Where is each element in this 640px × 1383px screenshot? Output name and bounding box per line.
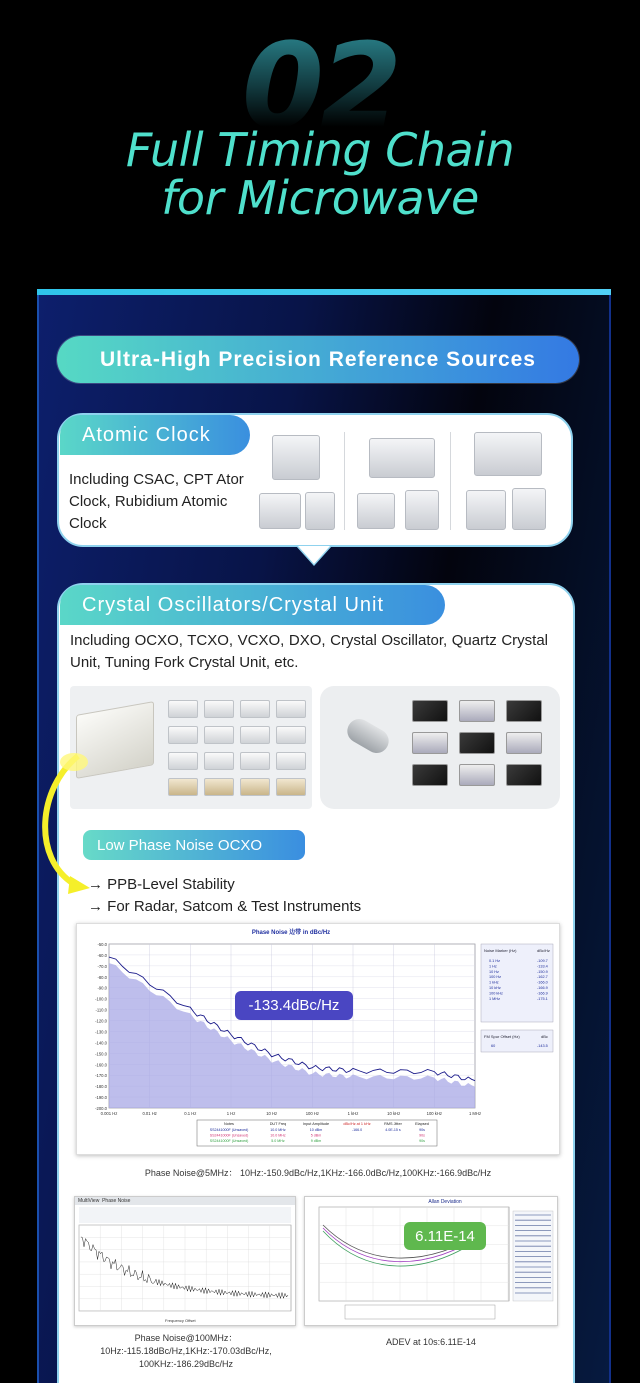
y-tick-label: -170.0: [95, 1073, 107, 1079]
analyzer-info-bar: [79, 1207, 291, 1223]
crystal-chip-thumbnail: [412, 764, 448, 786]
crystal-unit-image: [343, 715, 393, 758]
spur-value: -143.5: [537, 1044, 548, 1048]
x-tick-label: 10 kHz: [387, 1111, 401, 1116]
marker-offset: 1 Hz: [489, 964, 497, 969]
adev-caption: ADEV at 10s:6.11E-14: [386, 1337, 476, 1347]
spur-header: FM Spur Offset (Hz): [484, 1034, 520, 1039]
phase-noise-100mhz-plot: [75, 1197, 295, 1325]
table-cell: 10.0 MHz: [270, 1128, 286, 1132]
y-tick-label: -60.0: [97, 952, 107, 958]
table-cell: 9 dBm: [310, 1139, 322, 1143]
atomic-product-image: [405, 490, 439, 530]
table-header: Input Amplitude: [302, 1122, 330, 1126]
table-cell: 90s: [419, 1139, 425, 1143]
crystal-chip-thumbnail: [506, 732, 542, 754]
marker-value: -133.4: [537, 964, 548, 969]
phase-noise-plot: [77, 924, 561, 1156]
phase-noise-chart-100mhz: [74, 1196, 296, 1326]
y-tick-label: -150.0: [95, 1051, 107, 1057]
marker-offset: 100 kHz: [489, 991, 503, 996]
table-cell: SS2441000F (Unsaved): [209, 1128, 249, 1132]
marker-offset: 1 kHz: [489, 980, 499, 985]
table-cell: 4.0E-15 s: [385, 1128, 401, 1132]
table-header: DUT Freq: [269, 1122, 287, 1126]
phase-noise-chart-5mhz: [76, 923, 560, 1155]
table-cell: 10.0 MHz: [270, 1133, 286, 1138]
hero-title: [40, 123, 600, 225]
bullet-stability: → PPB-Level Stability: [88, 876, 235, 893]
y-tick-label: -100.0: [95, 996, 107, 1002]
y-tick-label: -70.0: [97, 963, 107, 969]
adev-plot: [305, 1197, 557, 1325]
table-cell: 5.0 MHz: [271, 1139, 285, 1143]
oscillator-thumbnail: [276, 726, 306, 744]
low-phase-noise-pill: Low Phase Noise OCXO: [83, 830, 305, 860]
crystal-chip-thumbnail: [459, 732, 495, 754]
hero-section: [0, 0, 640, 290]
hero-title-line1: Full Timing Chain: [125, 123, 515, 177]
adev-bottom-table: [345, 1305, 495, 1319]
adev-chart-title: Allan Deviation: [428, 1199, 462, 1205]
image-divider: [450, 432, 451, 530]
adev-chart: [304, 1196, 558, 1326]
oscillator-thumbnail: [240, 726, 270, 744]
oscillator-thumbnail: [240, 700, 270, 718]
x-tick-label: 0.01 Hz: [142, 1111, 157, 1116]
atomic-product-image: [272, 435, 320, 480]
table-cell: 90s: [419, 1133, 425, 1138]
atomic-product-image: [357, 493, 395, 529]
marker-header: Noise Marker (Hz): [484, 948, 517, 953]
marker-value: -166.9: [537, 986, 548, 990]
atomic-product-image: [369, 438, 435, 478]
oscillator-thumbnail: [276, 752, 306, 770]
marker-offset: 10 kHz: [489, 986, 501, 990]
crystal-chip-thumbnail: [506, 764, 542, 786]
crystal-chip-thumbnail: [459, 764, 495, 786]
phase-noise-caption-100mhz: Phase Noise@100MHz： 10Hz:-115.18dBc/Hz,1KHz:-170.03dBc/Hz, 100KHz:-186.29dBc/Hz: [100, 1333, 272, 1369]
oscillator-thumbnail: [276, 778, 306, 796]
marker-value: -150.9: [537, 969, 548, 974]
spur-offset: 60: [491, 1044, 496, 1048]
table-cell: 90s: [419, 1128, 425, 1132]
spur-header: dBc: [541, 1034, 548, 1039]
atomic-product-image: [474, 432, 542, 476]
table-cell: SS2441000F (Unsaved): [209, 1139, 249, 1143]
oscillator-thumbnail: [204, 726, 234, 744]
oscillator-thumbnail: [204, 752, 234, 770]
hero-title-line2: for Microwave: [161, 171, 479, 225]
marker-offset: 0.1 Hz: [489, 959, 500, 963]
marker-header: dBc/Hz: [537, 948, 550, 953]
marker-value: -162.7: [537, 975, 548, 980]
y-tick-label: -180.0: [95, 1084, 107, 1090]
atomic-product-image: [259, 493, 301, 529]
crystal-oscillator-tab: Crystal Oscillators/Crystal Unit: [60, 585, 445, 625]
y-tick-label: -80.0: [97, 974, 107, 980]
oscillator-thumbnail: [204, 778, 234, 796]
table-header: RMS Jitter: [384, 1122, 402, 1126]
marker-value: -166.0: [537, 980, 548, 985]
y-tick-label: -130.0: [95, 1029, 107, 1035]
oscillator-thumbnail: [204, 700, 234, 718]
y-tick-label: -90.0: [97, 985, 107, 991]
x-tick-label: 10 Hz: [266, 1111, 278, 1116]
y-tick-label: -160.0: [95, 1062, 107, 1068]
marker-offset: 10 Hz: [489, 969, 499, 974]
adev-callout: 6.11E-14: [404, 1222, 486, 1250]
atomic-product-image: [305, 492, 335, 530]
image-divider: [344, 432, 345, 530]
yellow-arrow-icon: [34, 748, 114, 894]
analyzer-tab-phase-noise: Phase Noise: [102, 1198, 131, 1204]
atomic-clock-tab: Atomic Clock: [60, 415, 250, 455]
analyzer-tab-multiview: MultiView: [78, 1198, 100, 1204]
phase-noise-caption-5mhz: Phase Noise@5MHz： 10Hz:-150.9dBc/Hz,1KHz:-166.0dBc/Hz,100KHz:-166.9dBc/Hz: [144, 1168, 492, 1178]
bullet-applications: → For Radar, Satcom & Test Instruments: [88, 898, 362, 915]
table-header: Notes: [224, 1122, 234, 1126]
section-number: 02: [215, 22, 425, 150]
y-tick-label: -140.0: [95, 1040, 107, 1046]
chart-title: Phase Noise 边带 in dBc/Hz: [251, 930, 331, 936]
crystal-chip-thumbnail: [506, 700, 542, 722]
oscillator-thumbnail: [240, 752, 270, 770]
marker-offset: 100 Hz: [489, 975, 502, 980]
x-tick-label: 1 MHz: [468, 1111, 482, 1116]
y-tick-label: -110.0: [95, 1007, 107, 1013]
table-cell: 10 dBm: [309, 1128, 323, 1132]
table-cell: 5 dBm: [310, 1133, 322, 1138]
x-tick-label: 100 Hz: [305, 1111, 319, 1116]
y-tick-label: -190.0: [95, 1095, 107, 1101]
atomic-product-image: [512, 488, 546, 530]
crystal-chip-thumbnail: [412, 700, 448, 722]
y-tick-label: -50.0: [97, 942, 107, 947]
oscillator-thumbnail: [276, 700, 306, 718]
x-tick-label: 100 kHz: [426, 1111, 443, 1116]
atomic-product-image: [466, 490, 506, 530]
main-heading-pill: Ultra-High Precision Reference Sources: [57, 336, 579, 383]
x-tick-label: 0.1 Hz: [184, 1111, 197, 1116]
analyzer-axis-label: Frequency Offset: [165, 1318, 196, 1323]
panel-top-bar: [37, 289, 611, 295]
table-cell: SS2441000F (Unsaved): [209, 1133, 249, 1138]
oscillator-thumbnail: [168, 700, 198, 718]
y-tick-label: -200.0: [95, 1106, 107, 1111]
crystal-chip-thumbnail: [459, 700, 495, 722]
table-header: dBc/Hz at 1 kHz: [343, 1122, 371, 1126]
marker-value: -109.7: [537, 959, 548, 963]
phase-noise-callout: -133.4dBc/Hz: [235, 991, 353, 1020]
x-tick-label: 1 Hz: [226, 1111, 236, 1116]
marker-offset: 1 MHz: [489, 996, 500, 1001]
marker-value: -166.9: [537, 991, 548, 996]
oscillator-thumbnail: [168, 726, 198, 744]
analyzer-header: [75, 1197, 295, 1205]
oscillator-thumbnail: [240, 778, 270, 796]
x-tick-label: 1 kHz: [347, 1111, 359, 1116]
atomic-clock-description: Including CSAC, CPT Ator Clock, Rubidium Atomic Clock: [69, 471, 244, 532]
crystal-chip-thumbnail: [412, 732, 448, 754]
oscillator-thumbnail: [168, 778, 198, 796]
crystal-description: Including OCXO, TCXO, VCXO, DXO, Crystal Oscillator, Quartz Crystal Unit, Tuning Fork Crystal Unit, etc.: [70, 632, 548, 671]
marker-value: -175.1: [537, 996, 548, 1001]
oscillator-thumbnail: [168, 752, 198, 770]
x-tick-label: 0.001 Hz: [100, 1111, 118, 1116]
table-header: Elapsed: [415, 1122, 429, 1126]
table-cell: -166.0: [351, 1128, 363, 1132]
y-tick-label: -120.0: [95, 1018, 107, 1024]
